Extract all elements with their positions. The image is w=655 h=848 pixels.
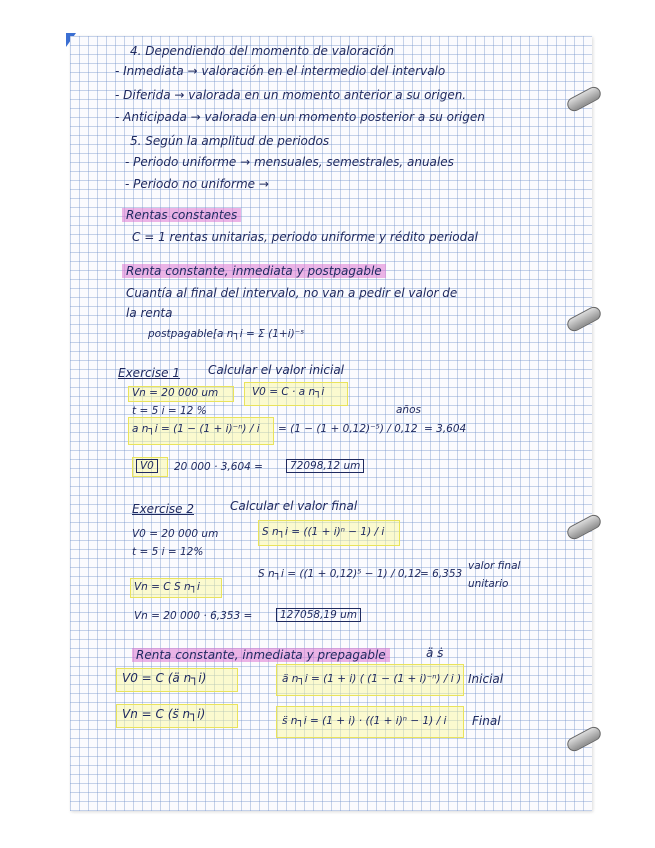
ej2-final-result: 127058,19 um <box>276 608 361 622</box>
ej2-s-formula: S n┐i = ((1 + i)ⁿ − 1) / i <box>262 526 385 538</box>
ej2-note-1: valor final <box>468 560 521 572</box>
ej1-final-result: 72098,12 um <box>286 459 364 473</box>
ej2-s-result: = 6,353 <box>420 568 463 580</box>
rentas-constantes-desc: C = 1 rentas unitarias, periodo uniforme y rédito periodal <box>132 230 478 244</box>
renta-pre-s-formula: s̈ n┐i = (1 + i) · ((1 + i)ⁿ − 1) / i <box>282 715 447 727</box>
line-2: - Inmediata → valoración en el intermedio del intervalo <box>115 64 446 78</box>
ej1-vn: Vn = 20 000 um <box>132 387 219 399</box>
exercise-1-title: Exercise 1 <box>118 366 181 380</box>
ej2-v0: V0 = 20 000 um <box>132 528 219 540</box>
ej2-given: t = 5 i = 12% <box>132 546 204 558</box>
heading-rentas-constantes: Rentas constantes <box>122 208 241 222</box>
ej1-result: = 3,604 <box>424 423 467 435</box>
exercise-2-title: Exercise 2 <box>132 502 195 516</box>
notebook-page <box>70 36 592 811</box>
line-1: 4. Dependiendo del momento de valoración <box>130 44 395 58</box>
renta-pre-s-note: Final <box>472 714 501 728</box>
heading-renta-prepagable: Renta constante, inmediata y prepagable <box>132 648 390 662</box>
ej2-final-calc: Vn = 20 000 · 6,353 = <box>134 610 253 622</box>
ej1-final-calc: 20 000 · 3,604 = <box>174 461 263 473</box>
ej1-v0: V0 = C · a n┐i <box>252 386 325 398</box>
ej2-note-2: unitario <box>468 578 509 590</box>
renta-pre-a-note: Inicial <box>468 672 504 686</box>
renta-post-formula: postpagable[a n┐i = Σ (1+i)⁻ˢ <box>148 328 305 340</box>
ej1-a-formula: a n┐i = (1 − (1 + i)⁻ⁿ) / i <box>132 423 260 435</box>
ej2-vn: Vn = C S n┐i <box>134 581 200 593</box>
line-6: - Periodo uniforme → mensuales, semestrales, anuales <box>125 155 454 169</box>
ej1-calc: = (1 − (1 + 0,12)⁻⁵) / 0,12 <box>278 423 418 435</box>
line-5: 5. Según la amplitud de periodos <box>130 134 330 148</box>
heading-renta-postpagable: Renta constante, inmediata y postpagable <box>122 264 386 278</box>
line-3: - Diferida → valorada en un momento anterior a su origen. <box>115 88 467 102</box>
ej1-given: t = 5 i = 12 % <box>132 405 207 417</box>
renta-pre-v0: V0 = C (ä n┐i) <box>122 671 207 685</box>
renta-pre-a-formula: ä n┐i = (1 + i) ( (1 − (1 + i)⁻ⁿ) / i ) <box>282 673 462 685</box>
line-4: - Anticipada → valorada en un momento posterior a su origen <box>115 110 485 124</box>
exercise-1-subtitle: Calcular el valor inicial <box>208 363 345 377</box>
exercise-2-subtitle: Calcular el valor final <box>230 499 358 513</box>
line-7: - Periodo no uniforme → <box>125 177 269 191</box>
renta-pre-title-extra: ä ṡ <box>426 646 444 660</box>
ej2-s-calc: S n┐i = ((1 + 0,12)⁵ − 1) / 0,12 <box>258 568 422 580</box>
ej1-v0-label: V0 <box>136 459 158 473</box>
renta-post-desc-2: la renta <box>126 306 173 320</box>
renta-post-desc-1: Cuantía al final del intervalo, no van a pedir el valor de <box>126 286 458 300</box>
renta-pre-vn: Vn = C (s̈ n┐i) <box>122 707 206 721</box>
ej1-anos: años <box>396 404 421 416</box>
